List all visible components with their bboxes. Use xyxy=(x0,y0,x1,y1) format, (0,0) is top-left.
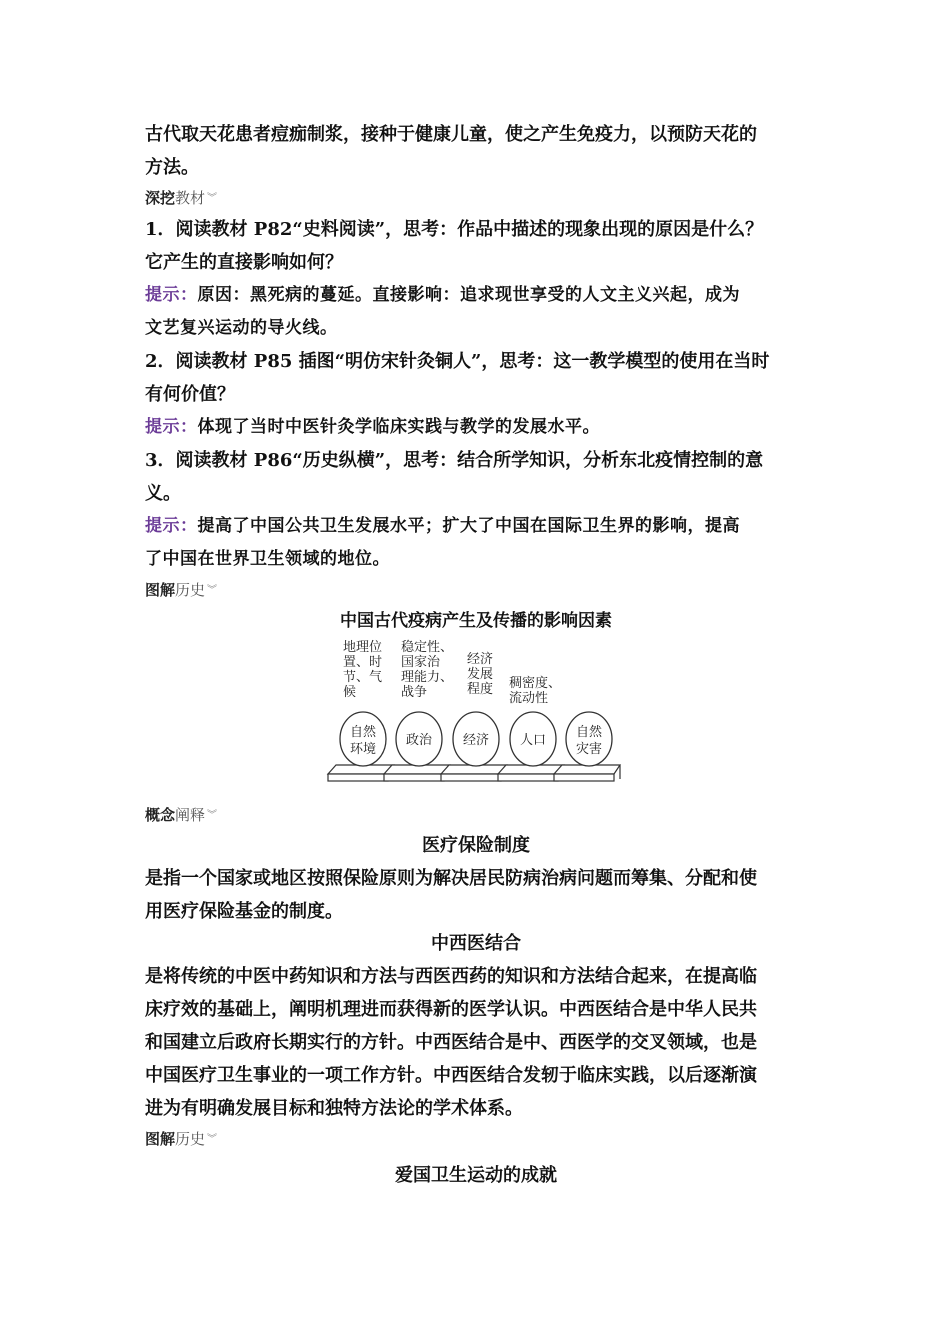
question-3-line-2: 义。 xyxy=(145,483,181,504)
platform-base xyxy=(441,774,501,781)
question-3-line-1: 3．阅读教材 P86“历史纵横”，思考：结合所学知识，分析东北疫情控制的意 xyxy=(145,450,764,471)
hint-1-line-2: 文艺复兴运动的导火线。 xyxy=(145,318,338,338)
question-2-line-1: 2．阅读教材 P85 插图“明仿宋针灸铜人”，思考：这一教学模型的使用在当时 xyxy=(145,351,770,372)
factor-name: 经济 xyxy=(462,733,490,748)
factor-description: 程度 xyxy=(467,682,494,697)
concept-2-line-3: 和国建立后政府长期实行的方针。中西医结合是中、西医学的交叉领域，也是 xyxy=(145,1032,757,1053)
final-title: 爱国卫生运动的成就 xyxy=(395,1165,557,1186)
factor-name: 自然 xyxy=(575,725,603,740)
diagram-title: 中国古代疫病产生及传播的影响因素 xyxy=(340,611,612,631)
chevron-down-icon: ︾ xyxy=(207,193,218,204)
concept-2-line-4: 中国医疗卫生事业的一项工作方针。中西医结合发轫于临床实践，以后逐渐演 xyxy=(145,1065,757,1086)
factor-diagram xyxy=(145,639,807,797)
factor-description: 稠密度、 xyxy=(509,676,562,691)
concept-2-line-1: 是将传统的中医中药知识和方法与西医西药的知识和方法结合起来，在提高临 xyxy=(145,966,757,987)
factor-name: 自然 xyxy=(349,725,377,740)
factor-description: 置、时 xyxy=(343,655,383,670)
question-2-line-2: 有何价值？ xyxy=(145,384,235,405)
factor-description: 战争 xyxy=(401,685,428,700)
platform-base xyxy=(384,774,444,781)
platform-base xyxy=(328,774,388,781)
chevron-down-icon: ︾ xyxy=(207,810,218,821)
section-heading-history-2: 图解历史 ︾ xyxy=(145,1130,218,1148)
document-page xyxy=(145,118,807,1192)
factor-description: 流动性 xyxy=(509,691,549,706)
question-1-line-1: 1．阅读教材 P82“史料阅读”，思考：作品中描述的现象出现的原因是什么？ xyxy=(145,219,764,240)
factor-description: 地理位 xyxy=(343,640,383,655)
intro-line-1: 古代取天花患者痘痂制浆，接种于健康儿童，使之产生免疫力，以预防天花的 xyxy=(145,124,757,145)
factor-description: 候 xyxy=(343,685,357,700)
section-heading-dig: 深挖教材 ︾ xyxy=(145,189,218,207)
factor-name: 环境 xyxy=(349,742,377,757)
hint-label: 提示： xyxy=(145,516,198,536)
factor-name: 政治 xyxy=(405,733,433,748)
factor-description: 稳定性、 xyxy=(401,640,454,655)
hint-label: 提示： xyxy=(145,417,198,437)
platform-base xyxy=(498,774,558,781)
intro-line-2: 方法。 xyxy=(145,157,199,178)
concept-1-line-1: 是指一个国家或地区按照保险原则为解决居民防病治病问题而筹集、分配和使 xyxy=(145,868,757,889)
factor-description: 发展 xyxy=(467,667,494,682)
section-heading-history: 图解历史 ︾ xyxy=(145,581,218,599)
concept-2-line-5: 进为有明确发展目标和独特方法论的学术体系。 xyxy=(145,1098,523,1119)
platform-base xyxy=(554,774,614,781)
hint-3-line-2: 了中国在世界卫生领域的地位。 xyxy=(145,549,390,569)
chevron-down-icon: ︾ xyxy=(207,1134,218,1145)
chevron-down-icon: ︾ xyxy=(207,585,218,596)
concept-2-line-2: 床疗效的基础上，阐明机理进而获得新的医学认识。中西医结合是中华人民共 xyxy=(145,999,757,1020)
hint-3-line-1: 提示：提高了中国公共卫生发展水平；扩大了中国在国际卫生界的影响，提高 xyxy=(145,516,740,536)
section-heading-concept: 概念阐释 ︾ xyxy=(145,806,218,824)
factor-description: 理能力、 xyxy=(401,670,454,685)
hint-2-line-1: 提示：体现了当时中医针灸学临床实践与教学的发展水平。 xyxy=(145,417,600,437)
concept-1-line-2: 用医疗保险基金的制度。 xyxy=(145,901,343,922)
factor-name: 灾害 xyxy=(575,742,603,757)
concept-title-1: 医疗保险制度 xyxy=(422,835,530,856)
factor-description: 经济 xyxy=(467,652,494,667)
factor-description: 国家治 xyxy=(401,655,441,670)
factor-name: 人口 xyxy=(519,733,547,748)
question-1-line-2: 它产生的直接影响如何？ xyxy=(145,252,343,273)
hint-1-line-1: 提示：原因：黑死病的蔓延。直接影响：追求现世享受的人文主义兴起，成为 xyxy=(145,285,740,305)
factor-description: 节、气 xyxy=(343,670,383,685)
concept-title-2: 中西医结合 xyxy=(431,933,521,954)
hint-label: 提示： xyxy=(145,285,198,305)
